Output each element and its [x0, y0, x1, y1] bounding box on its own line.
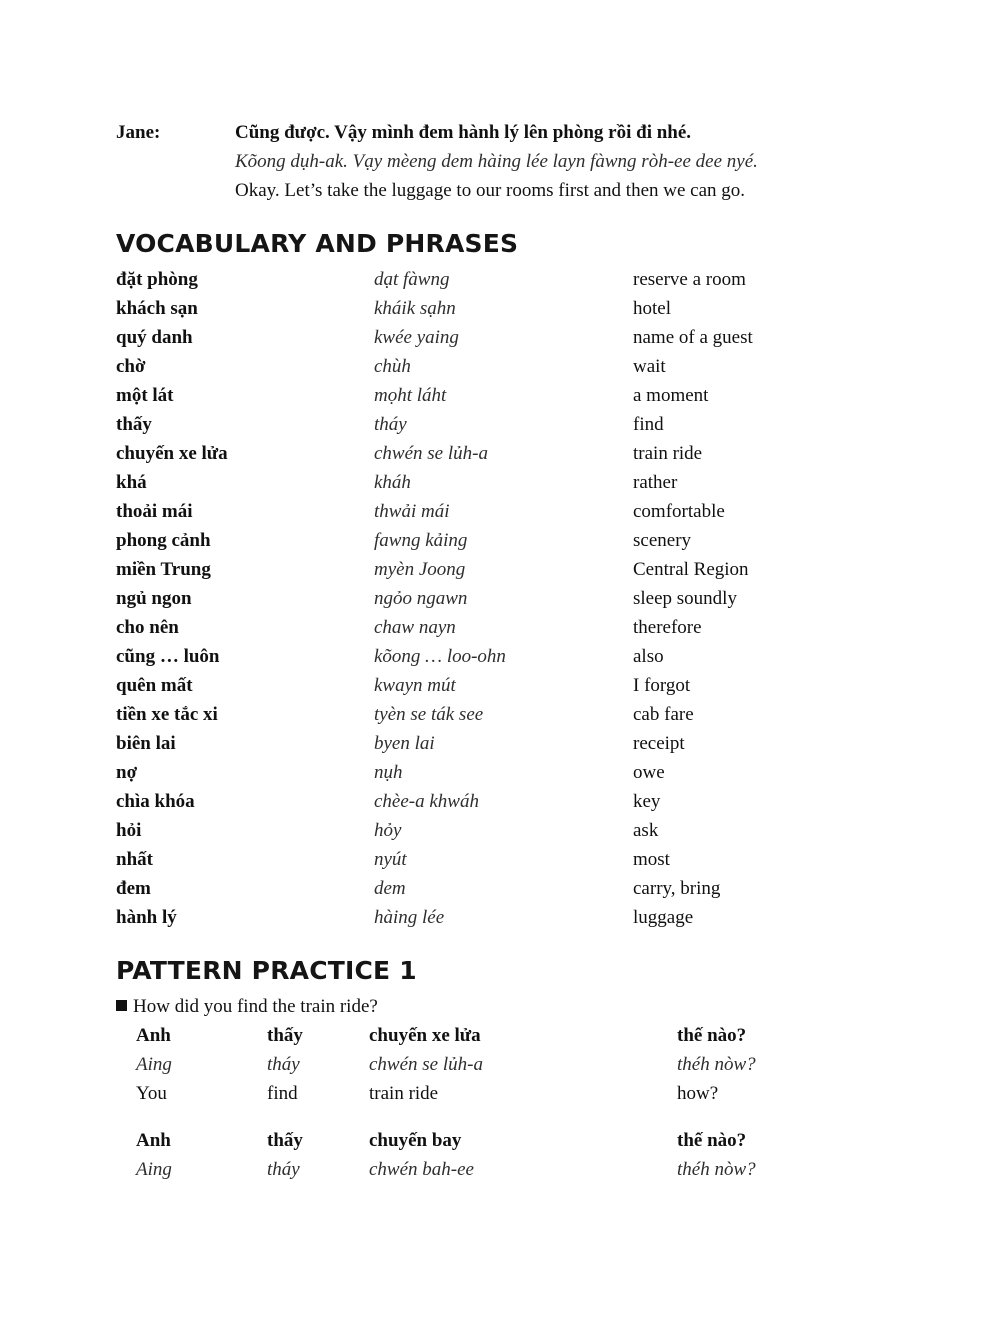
- vocab-english: a moment: [633, 385, 709, 406]
- vocab-english: comfortable: [633, 501, 725, 522]
- vocabulary-row: [116, 787, 896, 816]
- pattern-word: thế nào?: [677, 1130, 747, 1151]
- vocab-english: scenery: [633, 530, 692, 551]
- vocab-pronunciation: kháh: [374, 472, 411, 493]
- vocab-vietnamese: chuyến xe lửa: [116, 443, 228, 464]
- vocabulary-row: [116, 323, 896, 352]
- pattern-word: Aing: [136, 1054, 172, 1075]
- vocabulary-row: [116, 410, 896, 439]
- pattern-word: You: [136, 1083, 167, 1104]
- dialogue-lines: [235, 118, 895, 205]
- vocab-vietnamese: hành lý: [116, 907, 177, 928]
- vocab-vietnamese: chờ: [116, 356, 146, 377]
- vocab-english: hotel: [633, 298, 671, 319]
- vocab-vietnamese: tiền xe tắc xi: [116, 704, 218, 725]
- pattern-prompt-text: How did you find the train ride?: [133, 996, 378, 1017]
- vocab-english: owe: [633, 762, 665, 783]
- vocabulary-row: [116, 642, 896, 671]
- vocabulary-row: [116, 729, 896, 758]
- vocab-pronunciation: thwải mái: [374, 501, 450, 522]
- pattern-word: chwén bah-ee: [369, 1159, 474, 1180]
- vocab-english: find: [633, 414, 664, 435]
- vocab-vietnamese: nợ: [116, 762, 138, 783]
- vocabulary-row: [116, 758, 896, 787]
- pattern-word: tháy: [267, 1159, 300, 1180]
- vocab-pronunciation: kwée yaing: [374, 327, 459, 348]
- vocab-pronunciation: fawng kảing: [374, 530, 468, 551]
- pattern-word: Anh: [136, 1130, 171, 1151]
- vocab-vietnamese: thoải mái: [116, 501, 193, 522]
- pattern-word: théh nòw?: [677, 1054, 756, 1075]
- vocab-vietnamese: chìa khóa: [116, 791, 195, 812]
- vocab-vietnamese: ngủ ngon: [116, 588, 192, 609]
- vocab-pronunciation: myèn Joong: [374, 559, 466, 580]
- vocab-pronunciation: dem: [374, 878, 406, 899]
- vocab-vietnamese: phong cảnh: [116, 530, 211, 551]
- vocab-vietnamese: đem: [116, 878, 151, 899]
- pattern-word: chwén se lủh-a: [369, 1054, 483, 1075]
- vocab-english: luggage: [633, 907, 694, 928]
- vocab-english: carry, bring: [633, 878, 721, 899]
- vocabulary-row: [116, 671, 896, 700]
- pattern-word: thế nào?: [677, 1025, 747, 1046]
- pattern-row-vietnamese: [116, 1021, 896, 1050]
- vocab-english: cab fare: [633, 704, 694, 725]
- pattern-word: Aing: [136, 1159, 172, 1180]
- dialogue-pronunciation: Kõong dụh-ak. Vạy mèeng dem hàing lée layn fàwng ròh-ee dee nyé.: [235, 151, 758, 172]
- vocab-english: receipt: [633, 733, 685, 754]
- vocabulary-row: [116, 700, 896, 729]
- pattern-word: thấy: [267, 1025, 303, 1046]
- vocab-english: therefore: [633, 617, 702, 638]
- vocab-pronunciation: hỏy: [374, 820, 402, 841]
- vocab-english: rather: [633, 472, 678, 493]
- vocabulary-list: [116, 265, 896, 932]
- pattern-word: find: [267, 1083, 298, 1104]
- vocab-vietnamese: đặt phòng: [116, 269, 198, 290]
- vocab-vietnamese: cho nên: [116, 617, 179, 638]
- vocab-pronunciation: chwén se lủh-a: [374, 443, 488, 464]
- vocabulary-heading: VOCABULARY AND PHRASES: [116, 229, 519, 258]
- pattern-word: Anh: [136, 1025, 171, 1046]
- pattern-practice: [116, 992, 896, 1184]
- vocab-english: Central Region: [633, 559, 749, 580]
- vocabulary-row: [116, 903, 896, 932]
- vocab-pronunciation: chùh: [374, 356, 411, 377]
- vocab-vietnamese: nhất: [116, 849, 153, 870]
- pattern-row-english: [116, 1079, 896, 1108]
- pattern-word: thấy: [267, 1130, 303, 1151]
- vocab-pronunciation: mọht láht: [374, 385, 447, 406]
- pattern-practice-heading: PATTERN PRACTICE 1: [116, 956, 417, 985]
- vocabulary-row: [116, 497, 896, 526]
- vocab-english: I forgot: [633, 675, 691, 696]
- vocab-pronunciation: kõong … loo-ohn: [374, 646, 506, 667]
- vocab-vietnamese: khách sạn: [116, 298, 198, 319]
- pattern-word: how?: [677, 1083, 719, 1104]
- vocabulary-row: [116, 613, 896, 642]
- vocabulary-row: [116, 265, 896, 294]
- pattern-row-pronunciation: [116, 1050, 896, 1079]
- vocabulary-row: [116, 468, 896, 497]
- vocab-english: sleep soundly: [633, 588, 737, 609]
- vocab-pronunciation: nụh: [374, 762, 403, 783]
- vocab-pronunciation: ngỏo ngawn: [374, 588, 468, 609]
- vocab-pronunciation: dạt fàwng: [374, 269, 450, 290]
- vocab-vietnamese: quên mất: [116, 675, 193, 696]
- vocabulary-row: [116, 526, 896, 555]
- vocab-pronunciation: hàing lée: [374, 907, 445, 928]
- pattern-group: [116, 1126, 896, 1184]
- vocab-english: ask: [633, 820, 659, 841]
- vocab-pronunciation: nyút: [374, 849, 407, 870]
- vocab-english: key: [633, 791, 661, 812]
- vocabulary-row: [116, 584, 896, 613]
- vocab-english: train ride: [633, 443, 703, 464]
- vocab-pronunciation: tháy: [374, 414, 407, 435]
- vocabulary-row: [116, 439, 896, 468]
- vocab-english: also: [633, 646, 664, 667]
- vocab-pronunciation: chèe-a khwáh: [374, 791, 479, 812]
- speaker-name: Jane:: [116, 122, 161, 143]
- vocab-english: name of a guest: [633, 327, 753, 348]
- vocab-vietnamese: cũng … luôn: [116, 646, 220, 667]
- bullet-square-icon: [116, 1000, 127, 1011]
- vocab-vietnamese: miền Trung: [116, 559, 211, 580]
- vocab-pronunciation: kháik sạhn: [374, 298, 456, 319]
- dialogue-vietnamese: Cũng được. Vậy mình đem hành lý lên phòng rồi đi nhé.: [235, 122, 692, 143]
- vocabulary-row: [116, 555, 896, 584]
- pattern-row-pronunciation: [116, 1155, 896, 1184]
- vocab-english: reserve a room: [633, 269, 746, 290]
- vocabulary-row: [116, 381, 896, 410]
- vocab-vietnamese: khá: [116, 472, 147, 493]
- dialogue-english: Okay. Let’s take the luggage to our rooms first and then we can go.: [235, 180, 746, 201]
- pattern-word: train ride: [369, 1083, 439, 1104]
- vocab-english: wait: [633, 356, 666, 377]
- vocabulary-row: [116, 874, 896, 903]
- pattern-prompt: [116, 992, 896, 1021]
- vocab-english: most: [633, 849, 670, 870]
- pattern-word: chuyến bay: [369, 1130, 462, 1151]
- vocab-pronunciation: byen lai: [374, 733, 435, 754]
- pattern-row-vietnamese: [116, 1126, 896, 1155]
- vocabulary-row: [116, 816, 896, 845]
- vocab-pronunciation: kwayn mút: [374, 675, 456, 696]
- pattern-groups: [116, 1021, 896, 1184]
- pattern-word: chuyến xe lửa: [369, 1025, 481, 1046]
- pattern-group: [116, 1021, 896, 1108]
- vocab-vietnamese: quý danh: [116, 327, 193, 348]
- vocab-pronunciation: tyèn se ták see: [374, 704, 484, 725]
- vocabulary-row: [116, 294, 896, 323]
- vocab-vietnamese: biên lai: [116, 733, 176, 754]
- pattern-word: théh nòw?: [677, 1159, 756, 1180]
- vocab-pronunciation: chaw nayn: [374, 617, 456, 638]
- vocab-vietnamese: một lát: [116, 385, 174, 406]
- vocabulary-row: [116, 845, 896, 874]
- vocab-vietnamese: hỏi: [116, 820, 142, 841]
- pattern-word: tháy: [267, 1054, 300, 1075]
- vocabulary-row: [116, 352, 896, 381]
- vocab-vietnamese: thấy: [116, 414, 152, 435]
